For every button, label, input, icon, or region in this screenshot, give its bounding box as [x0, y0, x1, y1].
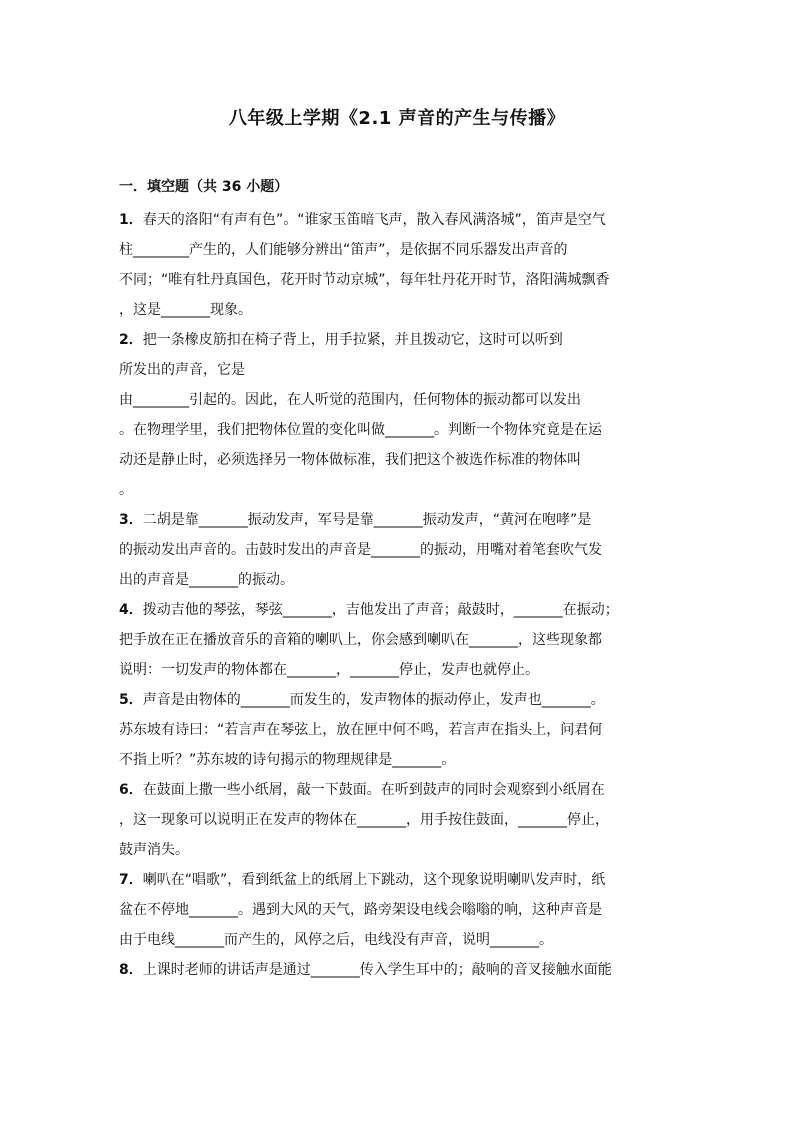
- question-line: [119, 835, 679, 865]
- question-text: ，这一现象可以说明正在发声的物体在_______，用手按住鼓面，_______停止，: [119, 812, 609, 828]
- question-text: 动还是静止时，必须选择另一物体做标准，我们把这个被选作标准的物体叫: [119, 452, 581, 468]
- question-line: [119, 505, 679, 535]
- question-line: [119, 325, 679, 355]
- question-number: 1．: [119, 212, 143, 228]
- question-line: [119, 865, 679, 895]
- question-number: 2．: [119, 332, 143, 348]
- question-number: 3．: [119, 512, 143, 528]
- question-text: 由________引起的。因此，在人听觉的范围内，任何物体的振动都可以发出: [119, 392, 581, 408]
- question-number: 7．: [119, 872, 143, 888]
- question-text: 春天的洛阳“有声有色”。“谁家玉笛暗飞声，散入春风满洛城”，笛声是空气: [142, 212, 606, 228]
- question-text: 。: [119, 482, 133, 498]
- question-line: [119, 715, 679, 745]
- question-text: 柱________产生的，人们能够分辨出“笛声”，是依据不同乐器发出声音的: [119, 242, 568, 258]
- question-text: 不同；“唯有牡丹真国色，花开时节动京城”，每年牡丹花开时节，洛阳满城飘香: [119, 272, 610, 288]
- question-line: [119, 535, 679, 565]
- question-text: 拨动吉他的琴弦，琴弦_______，吉他发出了声音；敲鼓时，_______在振动；: [142, 602, 619, 618]
- question-line: [119, 265, 679, 295]
- section-heading: 一．填空题（共 36 小题）: [119, 179, 289, 195]
- question-text: 出的声音是_______的振动。: [119, 572, 294, 588]
- question-line: [119, 295, 679, 325]
- question-line: [119, 205, 679, 235]
- question-text: 盆在不停地_______。遇到大风的天气，路旁架设电线会嗡嗡的响，这种声音是: [119, 902, 602, 918]
- question-line: [119, 415, 679, 445]
- question-line: [119, 385, 679, 415]
- question-line: [119, 625, 679, 655]
- question-text: 的振动发出声音的。击鼓时发出的声音是_______的振动，用嘴对着笔套吹气发: [119, 542, 602, 558]
- question-text: 喇叭在“唱歌”，看到纸盆上的纸屑上下跳动，这个现象说明喇叭发声时，纸: [142, 872, 606, 888]
- question-line: [119, 745, 679, 775]
- question-line: [119, 475, 679, 505]
- question-text: 把一条橡皮筋扣在椅子背上，用手拉紧，并且拨动它，这时可以听到: [142, 332, 563, 348]
- question-text: 说明：一切发声的物体都在_______，_______停止，发声也就停止。: [119, 662, 539, 678]
- question-text: 不指上听？”苏东坡的诗句揭示的物理规律是_______。: [119, 752, 456, 768]
- question-number: 4．: [119, 602, 143, 618]
- question-line: [119, 355, 679, 385]
- question-text: ，这是_______现象。: [119, 302, 252, 318]
- question-number: 5．: [119, 692, 143, 708]
- question-line: [119, 655, 679, 685]
- question-line: [119, 445, 679, 475]
- question-line: [119, 775, 679, 805]
- question-text: 鼓声消失。: [119, 842, 189, 858]
- question-text: 上课时老师的讲话声是通过_______传入学生耳中的；敲响的音叉接触水面能: [142, 962, 612, 978]
- question-text: 声音是由物体的_______而发生的，发声物体的振动停止，发声也_______。: [142, 692, 605, 708]
- question-line: [119, 685, 679, 715]
- question-line: [119, 595, 679, 625]
- question-line: [119, 955, 679, 985]
- question-text: 苏东坡有诗曰：“若言声在琴弦上，放在匣中何不鸣，若言声在指头上，问君何: [119, 722, 603, 738]
- question-text: 由于电线_______而产生的，风停之后，电线没有声音，说明_______。: [119, 932, 553, 948]
- question-text: 把手放在正在播放音乐的音箱的喇叭上，你会感到喇叭在_______，这些现象都: [119, 632, 602, 648]
- question-text: 。在物理学里，我们把物体位置的变化叫做_______。判断一个物体究竟是在运: [119, 422, 602, 438]
- question-line: [119, 805, 679, 835]
- question-text: 在鼓面上撒一些小纸屑，敲一下鼓面。在听到鼓声的同时会观察到小纸屑在: [142, 782, 605, 798]
- question-line: [119, 235, 679, 265]
- question-list: [119, 205, 679, 985]
- question-line: [119, 925, 679, 955]
- question-text: 所发出的声音，它是: [119, 362, 245, 378]
- question-text: 二胡是靠_______振动发声，军号是靠_______振动发声，“黄河在咆哮”是: [142, 512, 592, 528]
- question-number: 8．: [119, 962, 143, 978]
- document-body: [119, 176, 679, 985]
- question-line: [119, 895, 679, 925]
- question-number: 6．: [119, 782, 143, 798]
- question-line: [119, 565, 679, 595]
- page-title: 八年级上学期《2.1 声音的产生与传播》: [228, 108, 566, 129]
